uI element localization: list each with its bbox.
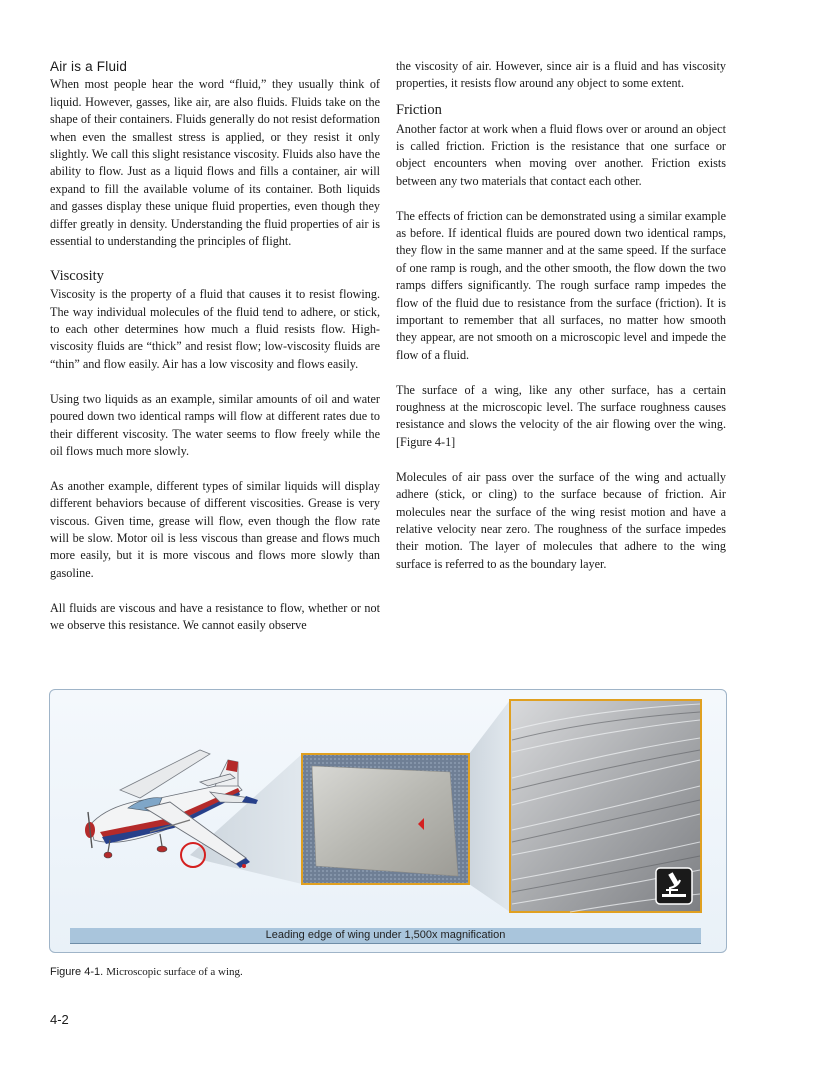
magnify-beam-2: [469, 700, 510, 912]
page-number: 4-2: [50, 1012, 69, 1027]
microscope-icon: [656, 868, 692, 904]
paragraph-friction-3: The surface of a wing, like any other surface, has a certain roughness at the microscopic level. The surface roughness causes resistance and slows the velocity of the air flowing over the wing. [Figure 4-1]: [396, 382, 726, 449]
paragraph-viscosity-3: As another example, different types of similar liquids will display different behaviors because of different viscosities. Grease is very viscous. Given time, grease will flow, even though the flow rate will be slow. Motor oil is less viscous than grease and flows much more easily, but it is more viscous and flows more slowly than gasoline.: [50, 478, 380, 580]
figure-caption: [50, 966, 243, 978]
figure-title: Microscopic surface of a wing.: [106, 966, 243, 978]
figure-number: Figure 4-1.: [50, 966, 104, 978]
paragraph-continued: the viscosity of air. However, since air is a fluid and has viscosity properties, it resists flow around any object to some extent.: [396, 59, 726, 91]
airplane-illustration: [85, 750, 258, 868]
figure-illustration: [50, 690, 726, 952]
paragraph-friction-2: The effects of friction can be demonstrated using a similar example as before. If identical fluids are poured down two identical ramps, they flow in the same manner and at the same speed. If the surface of one ramp is rough, and the other smooth, the flow down the two ramps differs significantly. The rough surface ramp impedes the flow of the fluid due to resistance from the surface (friction). It is important to remember that all surfaces, no matter how smooth they appear, are not smooth on a microscopic level and impede the flow of a fluid.: [396, 208, 726, 362]
paragraph-viscosity-2: Using two liquids as an example, similar amounts of oil and water poured down two identical ramps will flow at different rates due to their different viscosity. The water seems to flow freely while the oil flows much more slowly.: [50, 391, 380, 458]
paragraph-friction-1: Another factor at work when a fluid flows over or around an object is called friction. Friction is the resistance that one surface or object encounters when moving over another. Friction exists between any two materials that contact each other.: [396, 121, 726, 188]
heading-friction: Friction: [396, 102, 442, 119]
right-column: [396, 58, 726, 591]
metal-sample-photo: [302, 754, 469, 884]
figure-inner-caption: Leading edge of wing under 1,500x magnification: [70, 928, 701, 944]
heading-air-is-a-fluid: Air is a Fluid: [50, 59, 128, 74]
magnify-beam-1: [190, 754, 302, 884]
paragraph-viscosity-1: Viscosity is the property of a fluid that causes it to resist flowing. The way individual molecules of the fluid tend to adhere, or stick, to each other determines how much a fluid resists flow. High-viscosity fluids are “thick” and resist flow; low-viscosity fluids are “thin” and flow easily. Air has a low viscosity and flows easily.: [50, 287, 380, 371]
heading-viscosity: Viscosity: [50, 267, 104, 284]
paragraph-air-is-a-fluid: When most people hear the word “fluid,” they usually think of liquid. However, gasses, like air, are also fluids. Fluids take on the shape of their containers. Fluids generally do not resist deformation when even the smallest stress is applied, or they resist it only slightly. We call this slight resistance viscosity. Fluids also have the ability to flow. Just as a liquid flows and fills a container, air will expand to fill the available volume of its container. Both liquids and gasses display these unique fluid properties, even though they differ greatly in density. Understanding the fluid properties of air is essential to understanding the principles of flight.: [50, 77, 380, 249]
figure-4-1: [49, 689, 727, 953]
paragraph-friction-4: Molecules of air pass over the surface of the wing and actually adhere (stick, or cling) to the surface because of friction. Air molecules near the surface of the wing resist motion and have a relative velocity near zero. The roughness of the surface impedes their motion. The layer of molecules that adhere to the wing surface is referred to as the boundary layer.: [396, 469, 726, 571]
paragraph-viscosity-4: All fluids are viscous and have a resistance to flow, whether or not we observe this resistance. We cannot easily observe: [50, 600, 380, 632]
left-column: [50, 58, 380, 652]
